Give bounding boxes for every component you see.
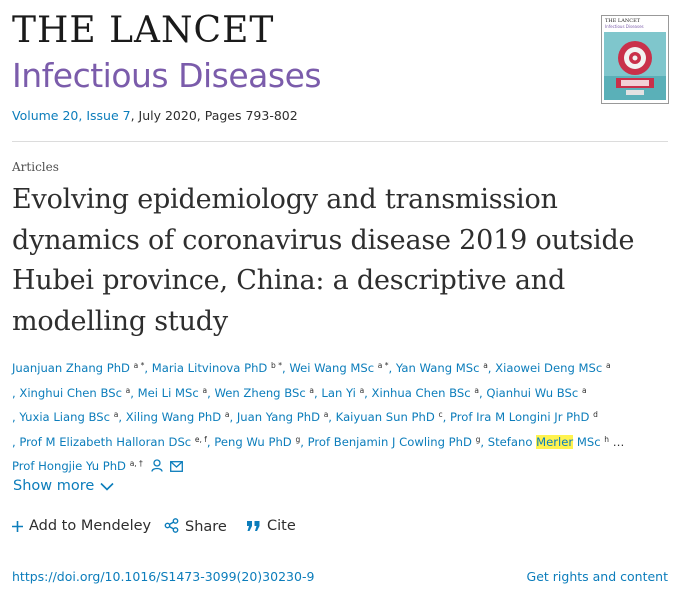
author-affiliation: a — [202, 385, 208, 395]
author-affiliation: g — [295, 434, 301, 444]
article-title-line: Evolving epidemiology and transmission — [12, 184, 558, 215]
author-affiliation: g — [475, 434, 481, 444]
author-link[interactable]: Xiaowei Deng MSc — [495, 361, 603, 375]
author-link[interactable]: Stefano Merler MSc — [487, 434, 601, 449]
quote-icon — [246, 520, 261, 532]
author-affiliation: d — [593, 410, 598, 419]
issue-info — [12, 108, 298, 123]
show-more-label: Show more — [13, 478, 95, 494]
get-rights-link[interactable]: Get rights and content — [526, 569, 668, 584]
author-affiliation: a — [605, 361, 611, 370]
article-type: Articles — [12, 160, 59, 174]
author-affiliation: h — [604, 434, 610, 444]
search-highlight: Merler — [536, 434, 574, 449]
author-link[interactable]: Lan Yi — [321, 385, 356, 400]
author-list — [12, 355, 672, 478]
author-affiliation: b * — [271, 361, 282, 370]
author-link[interactable]: Maria Litvinova PhD — [151, 361, 268, 375]
add-to-mendeley-label: Add to Mendeley — [29, 518, 152, 534]
author-link[interactable]: Wei Wang MSc — [289, 361, 375, 375]
author-line: , Prof M Elizabeth Halloran DSc $^{e, f}$, Peng Wu PhD $^g$, Prof Benjamin J Cowling PhD $^g$, Stefano Merler MSc $^h$ … — [12, 434, 625, 449]
author-link[interactable]: Prof Benjamin J Cowling PhD — [307, 434, 472, 449]
show-more-button[interactable] — [13, 478, 114, 494]
author-line: , Xinghui Chen BSc $^a$, Mei Li MSc $^a$, Wen Zheng BSc $^a$, Lan Yi $^a$, Xinhua Chen BSc $^a$, Qianhui Wu BSc $^a$ — [12, 385, 587, 400]
cite-label: Cite — [267, 518, 296, 534]
cover-title: THE LANCET — [605, 18, 641, 24]
author-link[interactable]: Xinhua Chen BSc — [371, 385, 471, 400]
envelope-icon[interactable] — [170, 461, 183, 472]
article-title-line: modelling study — [12, 305, 228, 337]
doi-link[interactable]: https://doi.org/10.1016/S1473-3099(20)30230-9 — [12, 569, 315, 584]
author-link[interactable]: Juan Yang PhD — [236, 410, 320, 424]
article-title — [12, 180, 652, 342]
article-title-line: dynamics of coronavirus disease 2019 outside — [12, 224, 635, 256]
share-label: Share — [185, 519, 227, 535]
author-link[interactable]: Qianhui Wu BSc — [486, 385, 579, 400]
add-to-mendeley-button[interactable] — [12, 518, 151, 534]
author-affiliation: a * — [377, 361, 389, 370]
volume-issue-link[interactable]: Volume 20, Issue 7 — [12, 108, 131, 123]
author-line: Juanjuan Zhang PhD $^{a *}$, Maria Litvinova PhD $^{b *}$, Wei Wang MSc $^{a *}$, Yan Wang MSc $^a$, Xiaowei Deng MSc $^a$ — [12, 361, 611, 375]
cover-artwork — [604, 32, 666, 100]
author-link[interactable]: Yuxia Liang BSc — [19, 410, 111, 424]
author-link[interactable]: Wen Zheng BSc — [214, 385, 306, 400]
share-button[interactable] — [164, 518, 227, 535]
header-divider — [12, 141, 668, 142]
author-affiliation: a * — [133, 361, 145, 370]
author-link[interactable]: Xiling Wang PhD — [125, 410, 222, 424]
author-affiliation: a — [224, 410, 230, 419]
journal-name[interactable]: THE LANCET — [12, 10, 275, 51]
author-affiliation: a, † — [129, 459, 143, 468]
author-ellipsis: … — [612, 434, 625, 449]
share-icon — [164, 518, 179, 533]
issue-date-pages: , July 2020, Pages 793-802 — [130, 108, 298, 123]
journal-cover-thumbnail[interactable] — [601, 15, 669, 104]
chevron-down-icon — [100, 482, 114, 491]
author-affiliation: e, f — [194, 434, 207, 444]
author-affiliation: a — [309, 385, 314, 395]
article-title-line: Hubei province, China: a descriptive and — [12, 265, 566, 296]
author-link[interactable]: Prof Hongjie Yu PhD — [12, 459, 126, 473]
author-affiliation: a — [483, 361, 488, 370]
author-link[interactable]: Yan Wang MSc — [395, 361, 480, 375]
author-link[interactable]: Peng Wu PhD — [214, 434, 292, 449]
cite-button[interactable] — [246, 518, 296, 534]
author-link[interactable]: Mei Li MSc — [137, 385, 199, 400]
author-affiliation: a — [474, 385, 479, 395]
author-affiliation: a — [359, 385, 365, 395]
author-link[interactable]: Kaiyuan Sun PhD — [335, 410, 435, 424]
author-link[interactable]: Juanjuan Zhang PhD — [12, 361, 130, 375]
author-link[interactable]: Prof Ira M Longini Jr PhD — [449, 410, 590, 424]
person-icon[interactable] — [151, 459, 163, 472]
plus-icon — [12, 521, 23, 532]
author-affiliation: a — [125, 385, 131, 395]
cover-subtitle: Infectious Diseases — [605, 24, 644, 29]
author-affiliation: a — [113, 410, 119, 419]
author-line: , Yuxia Liang BSc $^a$, Xiling Wang PhD $^a$, Juan Yang PhD $^a$, Kaiyuan Sun PhD $^c$, Prof Ira M Longini Jr PhD $^d$ — [12, 410, 598, 424]
author-affiliation: c — [438, 410, 443, 419]
author-link[interactable]: Xinghui Chen BSc — [19, 385, 122, 400]
author-affiliation: a — [581, 385, 587, 395]
journal-subtitle[interactable]: Infectious Diseases — [12, 56, 322, 95]
author-link[interactable]: Prof M Elizabeth Halloran DSc — [19, 434, 192, 449]
author-affiliation: a — [323, 410, 329, 419]
author-line — [12, 453, 672, 478]
